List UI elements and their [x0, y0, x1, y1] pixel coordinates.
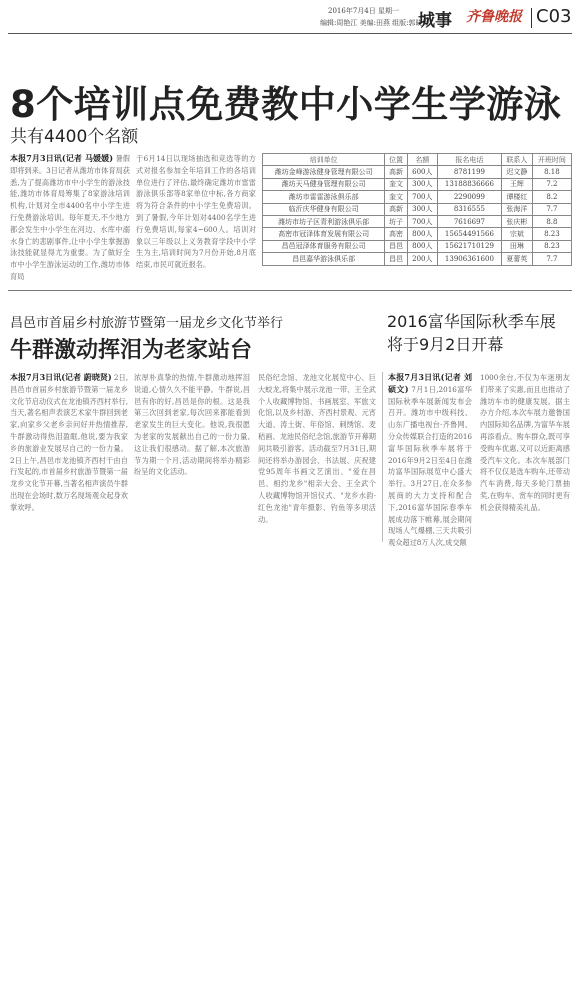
table-cell: 8781199 — [437, 166, 501, 178]
table-cell: 高新 — [385, 203, 408, 215]
table-cell: 7.2 — [532, 178, 571, 190]
table-row — [263, 240, 572, 252]
table-cell: 昌邑 — [385, 240, 408, 252]
article2-col1 — [10, 372, 128, 544]
table-cell: 高新 — [385, 166, 408, 178]
article3-col2: 1000余台,不仅为车迷朋友们带来了实惠,而且也推动了潍坊车市的健康发展。据主办方介绍,本次车展力邀鲁国内国际知名品牌,为富华车展再添看点。购车群众,既可享受购车优惠,又可以近距离感受汽车文化。本次车展部门将不仅仅是选车购车,还带动汽车消费,每天多轮门票抽奖,在购车、赏车的同时更有机会获得精美礼品。 — [480, 373, 570, 512]
table-cell: 田琳 — [501, 240, 532, 252]
table-cell: 8.2 — [532, 191, 571, 203]
article3-col1 — [388, 372, 472, 548]
table-cell: 临沂庆华健身有限公司 — [263, 203, 385, 215]
article1-headline: 8个培训点免费教中小学生学游泳 — [10, 83, 562, 126]
table-cell: 夏蕾英 — [501, 253, 532, 265]
editor-credits: 编辑:周艳江 美编:田燕 组版:郭晓妮 — [320, 19, 430, 27]
table-header-cell: 开班时间 — [532, 154, 571, 166]
table-cell: 2290099 — [437, 191, 501, 203]
article1-col1-text: 暑假即将到来。3日记者从潍坊市体育局获悉,为了提高潍坊市中小学生的游泳技能,潍坊市体育局筹集了8家游泳培训机构,计划对全市4400名中小学生进行免费游泳培训。每年夏天,不少地方都会发生中小学生在河边、水库中溺水身亡的悲剧事件,让中小学生掌握游泳技能就显得尤为重要。为了做好全市中小学生游泳运动的工作,潍坊市体育局 — [10, 154, 130, 281]
article1-dateline: 本报7月3日讯(记者 马媛媛) — [10, 153, 114, 163]
table-row — [263, 166, 572, 178]
table-cell: 奎文 — [385, 191, 408, 203]
table-cell: 谭楼红 — [501, 191, 532, 203]
newspaper-logo: 齐鲁晚报 — [466, 9, 522, 25]
table-cell: 8.18 — [532, 166, 571, 178]
table-cell: 奎文 — [385, 178, 408, 190]
page-number: C03 — [536, 6, 572, 27]
table-header-cell: 报名电话 — [437, 154, 501, 166]
article2-headline: 牛群激动挥泪为老家站台 — [10, 338, 253, 363]
table-cell: 潍坊金峰游泳健身管理有限公司 — [263, 166, 385, 178]
table-cell: 8.23 — [532, 240, 571, 252]
table-cell: 7.7 — [532, 203, 571, 215]
table-cell: 昌邑冠泽体育服务有限公司 — [263, 240, 385, 252]
article1-subheadline: 共有4400个名额 — [10, 127, 139, 147]
article1-col2: 于6月14日以现场抽选和竞选等的方式对报名参加全年培训工作的各培训单位进行了评估,最终确定潍坊市雷雷游泳俱乐部等8家单位中标,各方商家将为符合条件的中小学生免费培训。到了暑假,今年计划对4400名学生进行免费培训,每家4~600人。培训对象以三年级以上义务教育学段中小学生为主,培训时间为7月份开始,8月底结束,市民可就近报名。 — [136, 154, 256, 270]
article3-headline-line2: 将于9月2日开幕 — [387, 335, 504, 354]
table-cell: 昌邑 — [385, 253, 408, 265]
section-rule — [8, 290, 572, 291]
table-cell: 8316555 — [437, 203, 501, 215]
table-cell: 高密 — [385, 228, 408, 240]
table-cell: 昌邑嘉华游泳俱乐部 — [263, 253, 385, 265]
table-cell: 7.7 — [532, 253, 571, 265]
table-header-cell: 名额 — [407, 154, 437, 166]
table-cell: 潍坊市雷雷游泳俱乐部 — [263, 191, 385, 203]
table-header-cell: 联系人 — [501, 154, 532, 166]
table-row — [263, 178, 572, 190]
table-cell: 潍坊市坊子区青利游泳俱乐部 — [263, 215, 385, 227]
table-cell: 300人 — [407, 178, 437, 190]
table-cell: 15654491566 — [437, 228, 501, 240]
table-cell: 8.8 — [532, 215, 571, 227]
issue-date: 2016年7月4日 星期一 — [328, 7, 399, 15]
table-cell: 13188836666 — [437, 178, 501, 190]
training-sites-table — [262, 153, 572, 266]
table-cell: 宗斌 — [501, 228, 532, 240]
article2-dateline: 本报7月3日讯(记者 蔚晓贤) — [10, 372, 112, 382]
table-cell: 300人 — [407, 203, 437, 215]
article2-col1-text: 2日,昌邑市首届乡村旅游节暨第一届龙乡文化节启动仪式在龙池镇齐西村举行,当天,著名相声表演艺术家牛群回到老家,向家乡父老乡亲问好并热情推荐,牛群激动得热泪盈眶,他说,要为我家乡的旅游业发展尽自己的一份力量。2日上午,昌邑市龙池镇齐西村干由自行发起的,市首届乡村旅游节暨第一届龙乡文化节开幕,当著名相声演员牛群出现在会场时,数万名现场观众起身欢掌欢呼。 — [10, 373, 128, 512]
article2-kicker: 昌邑市首届乡村旅游节暨第一届龙乡文化节举行 — [10, 316, 284, 331]
table-header-cell: 培训单位 — [263, 154, 385, 166]
table-cell: 8.23 — [532, 228, 571, 240]
article3-dateline: 本报7月3日讯(记者 刘硕文) — [388, 372, 472, 394]
table-row — [263, 253, 572, 265]
table-cell: 700人 — [407, 215, 437, 227]
header-divider — [531, 8, 532, 28]
table-row — [263, 215, 572, 227]
table-header-cell: 位置 — [385, 154, 408, 166]
table-cell: 7616697 — [437, 215, 501, 227]
table-cell: 800人 — [407, 240, 437, 252]
section-title: 城事 — [418, 11, 452, 31]
table-row — [263, 228, 572, 240]
article1-col1 — [10, 153, 130, 281]
table-cell: 13906361600 — [437, 253, 501, 265]
table-cell: 迟文静 — [501, 166, 532, 178]
table-cell: 高密市冠泽体育发展有限公司 — [263, 228, 385, 240]
article2-col2: 浓厚朴真挚的热情,牛群激动地挥泪说道,心情久久不能平静。牛群说,昌邑有你的好,昌邑是你的根。这是我第三次回到老家,每次回来都能看到老家发生的巨大变化。他说,我很愿为老家的发展献出自己的一份力量,这让我们很感动。据了解,本次旅游节为期一个月,活动期间将举办精彩纷呈的文化活动。 — [134, 373, 250, 477]
table-cell: 600人 — [407, 166, 437, 178]
article2-col3: 民俗纪念馆、龙池文化展览中心、巨大蛟龙,将集中展示龙池一带、王全武个人收藏博物馆、书画展室、军旅文化馆,以及乡村游、齐西村景观、元宵大道、涛土街、年俗馆、刺绣馆、麦秸画、龙池民俗纪念馆,旅游节开幕期间共吸引游客。活动截至7月31日,期间还将举办游园会、书法展、庆祝建党95周年书画文艺演出、"爱在昌邑、相约龙乡"相亲大会、王全武个人收藏博物馆开馆仪式、"龙乡水韵·红色龙池"青年摄影、钓鱼等多项活动。 — [258, 373, 376, 524]
table-cell: 坊子 — [385, 215, 408, 227]
article3-headline-line1: 2016富华国际秋季车展 — [387, 312, 556, 331]
header-rule — [8, 33, 572, 34]
table-header-row — [263, 154, 572, 166]
table-row — [263, 203, 572, 215]
table-cell: 王辉 — [501, 178, 532, 190]
table-cell: 700人 — [407, 191, 437, 203]
table-cell: 张庆彬 — [501, 215, 532, 227]
column-separator — [382, 372, 383, 542]
table-cell: 潍坊天马健身管理有限公司 — [263, 178, 385, 190]
article3-col1-text: 7月1日,2016富华国际秋季车展新闻发布会召开。潍坊市中级科技、山东广播电视台·齐鲁网、分众传媒联合打造的2016富华国际秋季车展将于2016年9月2日至4日在潍坊富华国际展览中心盛大举行。3月27日,在众多参展商的大力支持和配合下,2016富华国际春季车展成功落下帷幕,展会期间现场人气爆棚,三天共吸引观众超过8万人次,成交额 — [388, 384, 472, 548]
table-row — [263, 191, 572, 203]
table-cell: 15621710129 — [437, 240, 501, 252]
table-cell: 张海洋 — [501, 203, 532, 215]
table-cell: 200人 — [407, 253, 437, 265]
table-cell: 800人 — [407, 228, 437, 240]
